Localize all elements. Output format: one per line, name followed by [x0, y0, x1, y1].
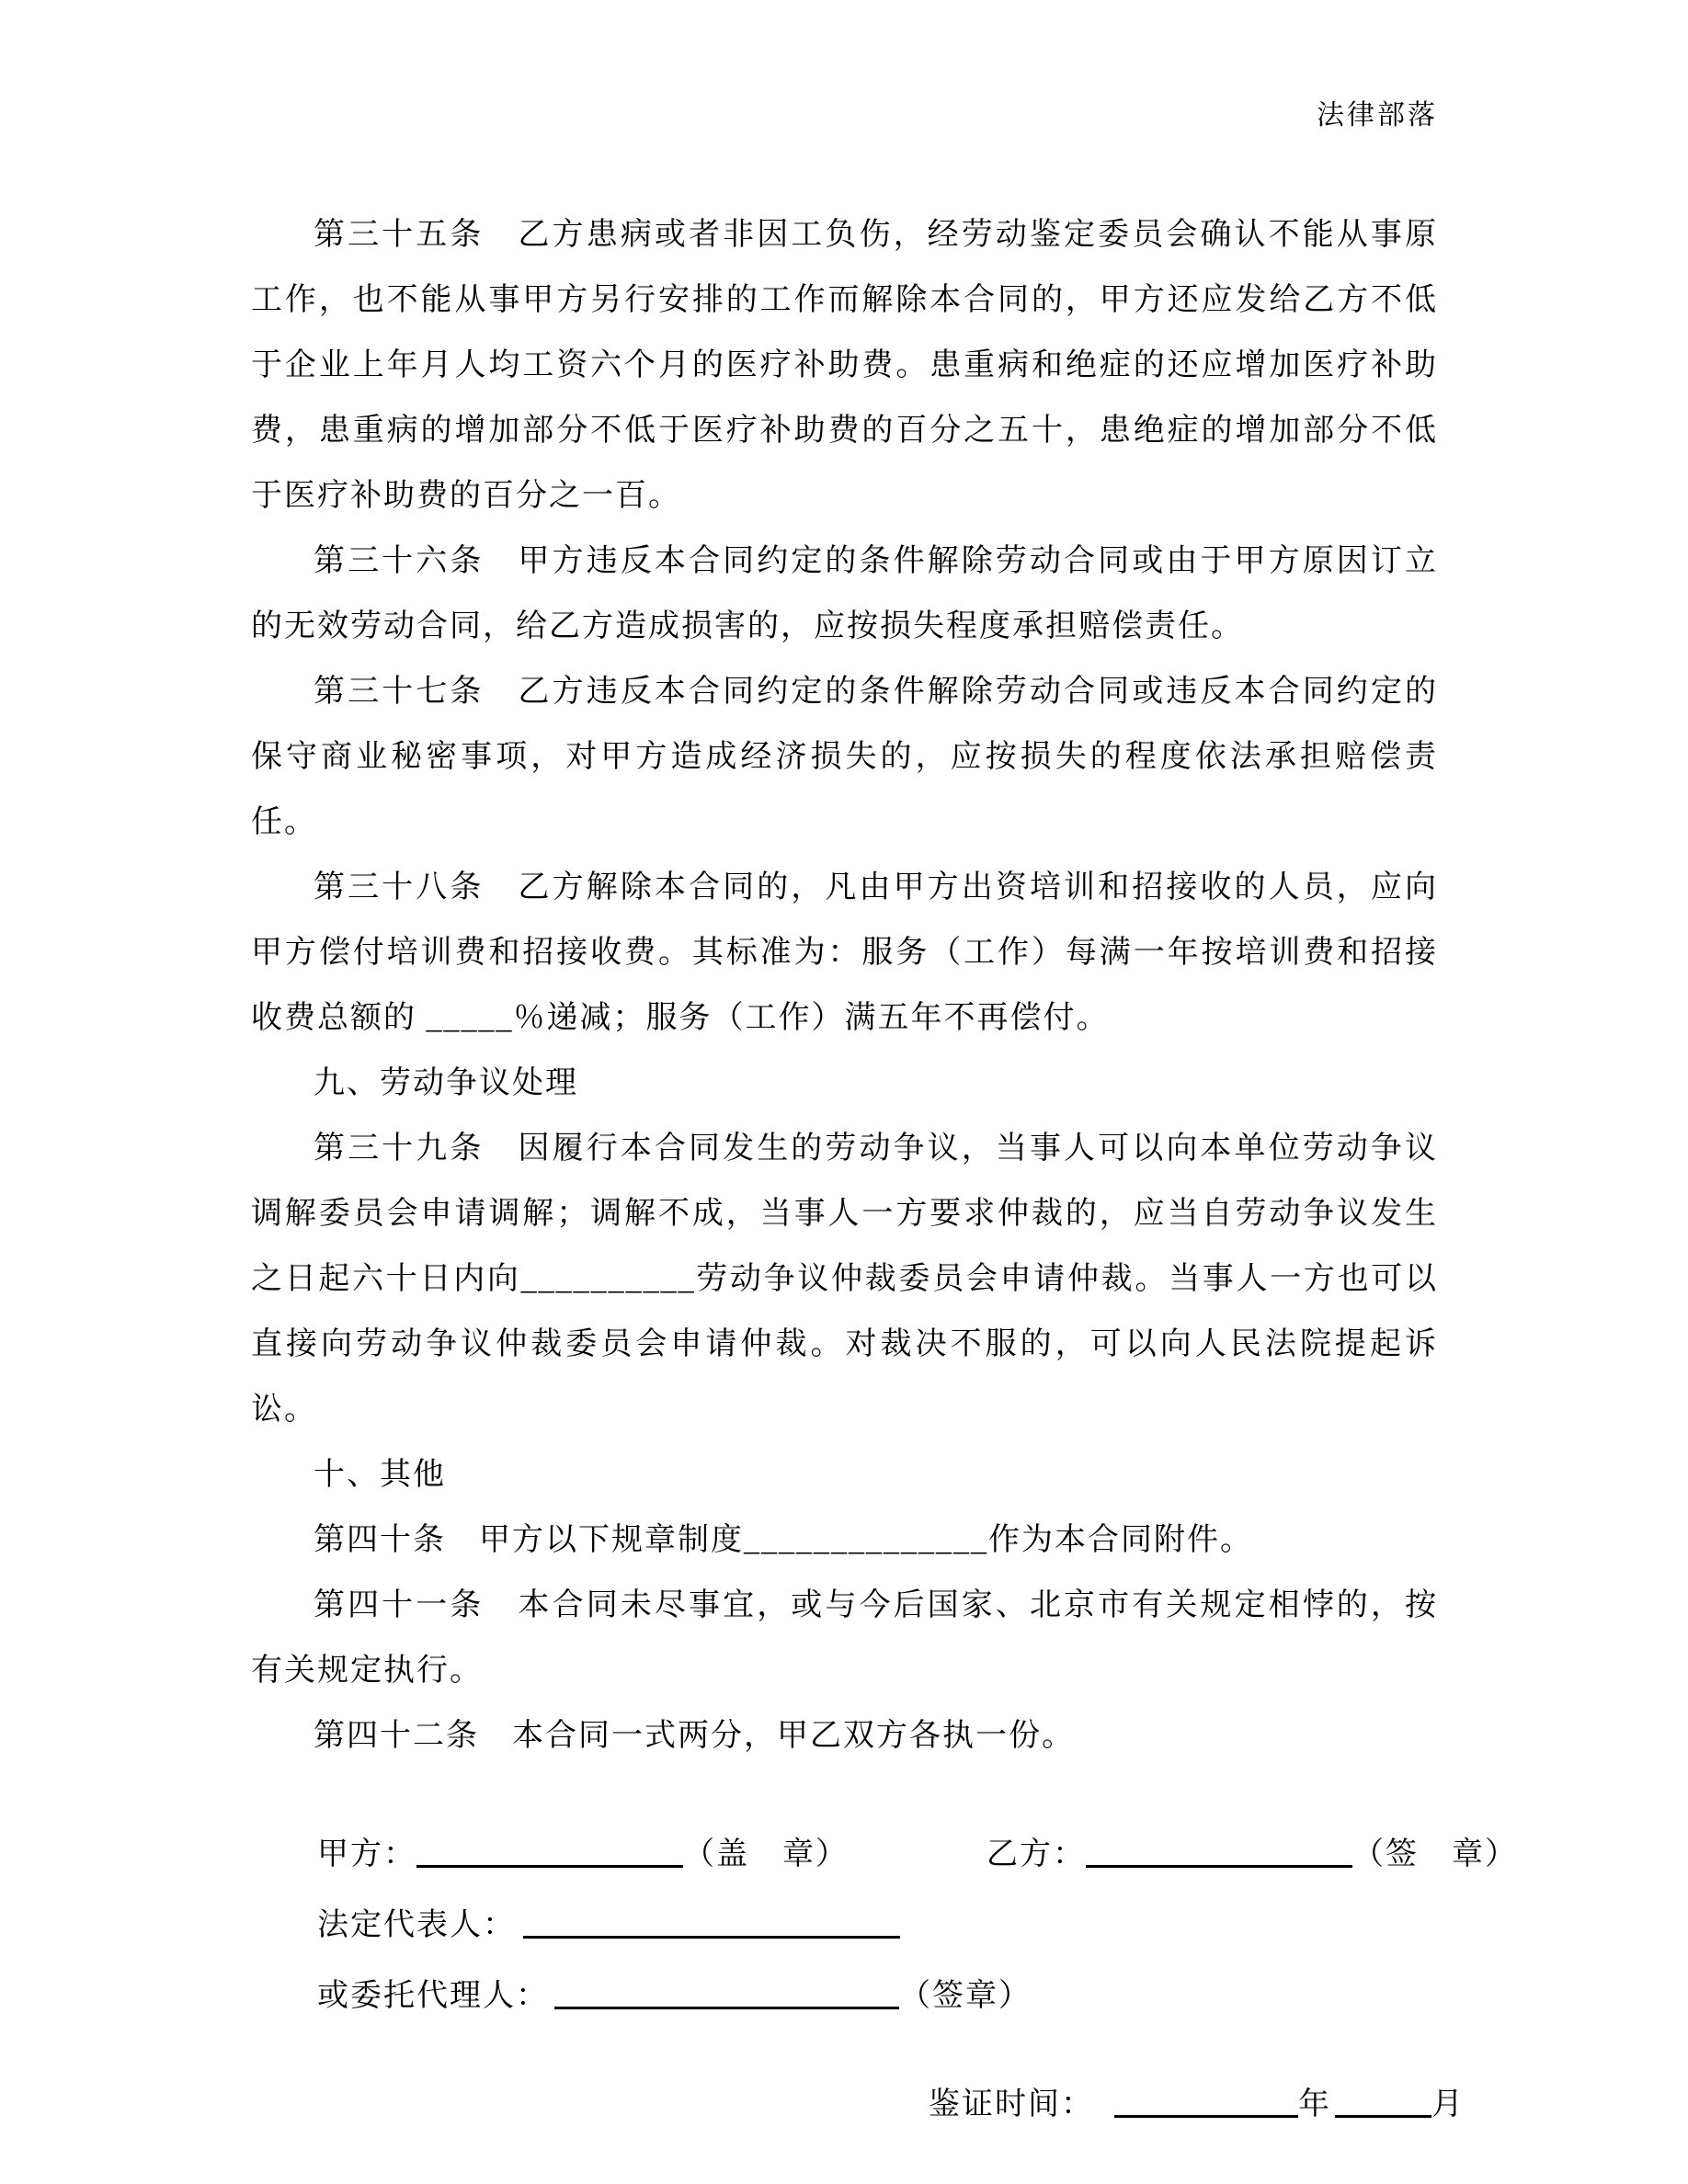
party-a-seal-label: （盖 章） [683, 1837, 849, 1871]
article-35-paragraph: 第三十五条 乙方患病或者非因工负伤，经劳动鉴定委员会确认不能从事原工作，也不能从事甲方另行安排的工作而解除本合同的，甲方还应发给乙方不低于企业上年月人均工资六个月的医疗补助费。患重病和绝症的还应增加医疗补助费，患重病的增加部分不低于医疗补助费的百分之五十，患绝症的增加部分不低于医疗补助费的百分之一百。 [251, 218, 1438, 513]
party-b-blank [1086, 1830, 1352, 1868]
section-10-heading: 十、其他 [314, 1458, 446, 1492]
agent-blank [554, 1972, 899, 2009]
article-41-paragraph: 第四十一条 本合同未尽事宜，或与今后国家、北京市有关规定相悖的，按有关规定执行。 [251, 1588, 1438, 1688]
agent-line [251, 1961, 1438, 2031]
article-40-paragraph: 第四十条 甲方以下规章制度______________作为本合同附件。 [314, 1523, 1253, 1557]
party-b-label: 乙方： [987, 1837, 1086, 1871]
attest-time-label: 鉴证时间： [929, 2087, 1094, 2121]
section-9-heading: 九、劳动争议处理 [314, 1066, 578, 1100]
article-39-paragraph: 第三十九条 因履行本合同发生的劳动争议，当事人可以向本单位劳动争议调解委员会申请调解；调解不成，当事人一方要求仲裁的，应当自劳动争议发生之日起六十日内向__________劳动争议仲裁委员会申请仲裁。当事人一方也可以直接向劳动争议仲裁委员会申请仲裁。对裁决不服的，可以向人民法院提起诉讼。 [251, 1132, 1438, 1427]
attest-time-line [251, 2072, 1465, 2137]
signature-block [251, 1819, 1518, 2031]
month-label: 月 [1431, 2087, 1465, 2121]
attest-year-blank [1114, 2080, 1298, 2118]
agent-label: 或委托代理人： [317, 1979, 549, 2013]
watermark-site-name: 法律部落 [1317, 100, 1438, 131]
party-b-group [987, 1837, 1518, 1871]
agent-seal-label: （签章） [899, 1979, 1032, 2013]
article-37-paragraph: 第三十七条 乙方违反本合同约定的条件解除劳动合同或违反本合同约定的保守商业秘密事项，对甲方造成经济损失的，应按损失的程度依法承担赔偿责任。 [251, 675, 1438, 839]
party-signature-line [251, 1819, 1518, 1890]
legal-representative-line [251, 1890, 1438, 1961]
legal-representative-label: 法定代表人： [317, 1908, 516, 1942]
party-b-seal-label: （签 章） [1352, 1837, 1518, 1871]
contract-body [251, 202, 1438, 1769]
party-a-label: 甲方： [317, 1837, 416, 1871]
article-36-paragraph: 第三十六条 甲方违反本合同约定的条件解除劳动合同或由于甲方原因订立的无效劳动合同，给乙方造成损害的，应按损失程度承担赔偿责任。 [251, 544, 1438, 643]
party-a-blank [416, 1830, 683, 1868]
attest-month-blank [1335, 2080, 1431, 2118]
article-38-paragraph: 第三十八条 乙方解除本合同的，凡由甲方出资培训和招接收的人员，应向甲方偿付培训费和招接收费。其标准为：服务（工作）每满一年按培训费和招接收费总额的 _____％递减；服务（工作）满五年不再偿付。 [251, 870, 1438, 1035]
article-42-paragraph: 第四十二条 本合同一式两分，甲乙双方各执一份。 [314, 1719, 1075, 1753]
year-label: 年 [1298, 2087, 1331, 2121]
legal-representative-blank [523, 1901, 900, 1939]
